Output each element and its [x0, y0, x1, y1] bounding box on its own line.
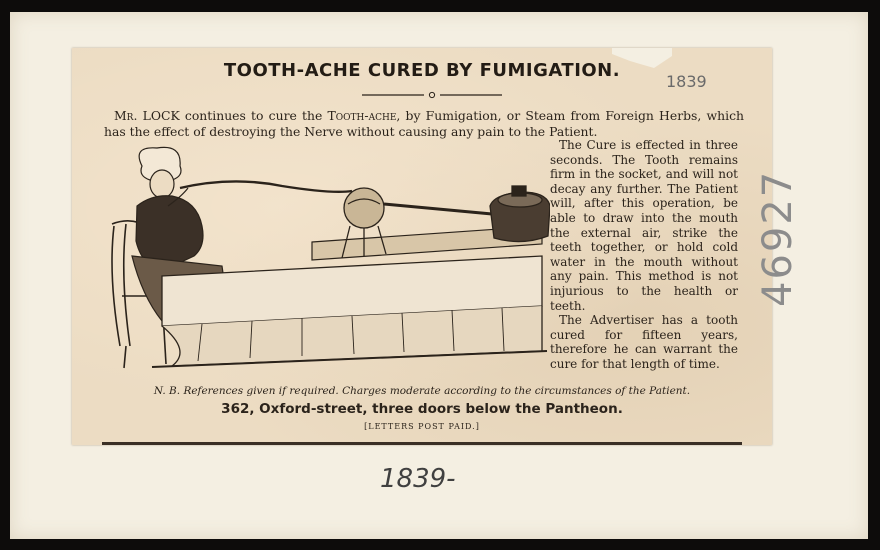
post-note: [LETTERS POST PAID.]: [364, 422, 480, 431]
fumigation-illustration: [102, 146, 550, 371]
advert-title: TOOTH-ACHE CURED BY FUMIGATION.: [223, 60, 621, 81]
intro-topic: Tooth-ache: [327, 108, 397, 123]
address-line: 362, Oxford-street, three doors below the Pantheon.: [221, 401, 623, 417]
connecting-pipe: [384, 204, 492, 214]
pencil-accession-number: 46927: [755, 169, 801, 307]
cure-paragraph-1: The Cure is effected in three seconds. The Tooth remains firm in the socket, and will not decay any further. The Patient will, after this operation, be able to draw into the mouth the external air, strike the teeth together, or hold cold water in the mouth without any pain. This method is not injurious to the health or teeth.: [550, 138, 738, 313]
vapour-tube: [180, 181, 352, 191]
intro-text-a: continues to cure the: [179, 108, 328, 123]
steam-kettle: [490, 186, 550, 242]
nb-note: N. B. References given if required. Charges moderate according to the circumstances of the Patient.: [153, 385, 691, 397]
advertiser-name: Mr. LOCK: [114, 108, 180, 123]
intro-paragraph: [104, 108, 744, 140]
mount-board: [10, 12, 868, 539]
ink-date-bottom: 1839-: [380, 464, 456, 494]
bottom-rule: [102, 442, 742, 445]
pencil-date-top: 1839: [666, 72, 707, 91]
cure-paragraph-2: The Advertiser has a tooth cured for fifteen years, therefore he can warrant the cure for that length of time.: [550, 313, 738, 371]
title-ornament: [362, 91, 502, 99]
intro-text-b: , by Fumigation, or Steam from Foreign Herbs, which has the effect of destroying the Nerve without causing any pain to the Patient.: [104, 108, 744, 139]
cure-description: [550, 138, 738, 372]
newspaper-clipping: [72, 48, 772, 445]
